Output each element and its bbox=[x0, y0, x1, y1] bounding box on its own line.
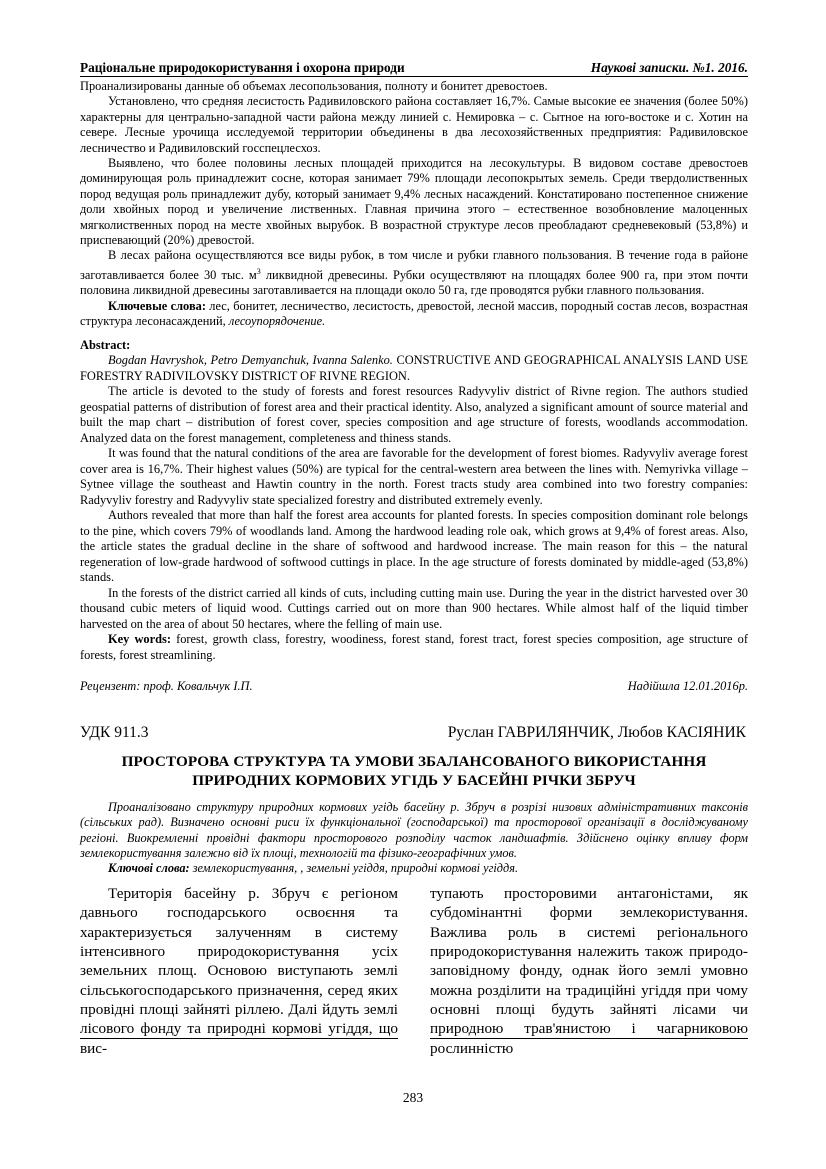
keywords-label: Ключевые слова: bbox=[108, 298, 206, 313]
superscript: 3 bbox=[256, 266, 261, 276]
keywords-label: Ключові слова: bbox=[108, 860, 190, 875]
title-line: ПРИРОДНИХ КОРМОВИХ УГІДЬ У БАСЕЙНІ РІЧКИ ЗБРУЧ bbox=[192, 772, 636, 790]
paragraph: Authors revealed that more than half the forest area accounts for planted forests. In species composition dominant role belongs to the pine, which covers 79% of woodlands land. Among the hardwood leading role oak, which grows at 9,4% of forest areas. Also, the article states the gradual decline in the share of softwood and hardwood increase. The main reason for this – the natural regeneration of low-grade hardwood of softwood cuttings in place. In the age structure of forests dominated by middle-aged (53,8%) stands. bbox=[80, 508, 748, 585]
keywords bbox=[80, 861, 748, 876]
keywords-text: лес, бонитет, лесничество, лесистость, древостой, лесной массив, породный состав лесов, возрастная структура лесонасаждений, bbox=[80, 298, 748, 329]
udk-code: УДК 911.3 bbox=[80, 724, 149, 742]
page-number: 283 bbox=[402, 1090, 424, 1105]
paragraph: The article is devoted to the study of forests and forest resources Radyvyliv district of Rivne region. The authors studied geospatial patterns of distribution of forest area and their practical identity. Also, analyzed a significant amount of source material and built the map chart – distribution of forest cover, species composition and age structure of forests, woodlands accommodation. Analyzed data on the forest management, completeness and thiness stands. bbox=[80, 384, 748, 445]
article-authors: Руслан ГАВРИЛЯНЧИК, Любов КАСІЯНИК bbox=[447, 724, 746, 742]
page bbox=[80, 60, 748, 1057]
article-title bbox=[80, 752, 748, 790]
paragraph: It was found that the natural conditions of the area are favorable for the development of forest biomes. Radyvyliv average forest cover area is 16,7%. Their highest values (50%) are typical for the central-western area between the lines with. Nemyrivka village – Sytnee village the southeast and Hawtin country in the north. Forest tracts study area combined into two forestry companies: Radyvyliv forestry and Radyvyliv state specialized forestry and distributed extremely evenly. bbox=[80, 446, 748, 507]
text: ликвидной древесины. Рубки осуществляют на площадях более 900 га, при этом почти половина ликвидной древесины заготавливается на площади около 50 га, где проводятся рубки главного пользования. bbox=[80, 268, 748, 298]
keywords-label: Key words: bbox=[108, 632, 171, 647]
paragraph: тупають просторовими антагоністами, як субдомінантні форми землекористування. Важлива роль в системі регіонального природокористування належить також природо-заповідному фонду, однак його землі умовно можна розділити на традиційні угіддя при чому основні площі будуть зайняті лісами чи природною трав'янистою і чагарниковою рослинністю bbox=[430, 885, 748, 1057]
keywords bbox=[80, 299, 748, 330]
received-date: Надійшла 12.01.2016р. bbox=[627, 679, 748, 694]
running-header bbox=[80, 60, 748, 77]
keywords-text: землекористування, , земельні угіддя, природні кормові угіддя. bbox=[189, 860, 519, 875]
summary-text: Проаналізовано структуру природних кормових угідь басейну р. Збруч в розрізі низових адміністративних таксонів (сільських рад). Визначено основні риси їх функціональної (господарської) та просторової організації в досліджуваному регіоні. Виокремленні провідні фактори просторового розподілу часток ландшафтів. Здійснено оцінку впливу форм землекористування залежно від їх площі, технологій та фізико-географічних умов. bbox=[80, 800, 748, 860]
text: В лесах района осуществляются все виды рубок, в том числе и рубки главного пользования. В течение года в районе заготавливается более 30 тыс. м bbox=[80, 248, 748, 282]
title-line: ПРОСТОРОВА СТРУКТУРА ТА УМОВИ ЗБАЛАНСОВАНОГО ВИКОРИСТАННЯ bbox=[121, 753, 707, 771]
paragraph: Выявлено, что более половины лесных площадей приходится на лесокультуры. В видовом составе древостоев доминирующая роль принадлежит сосне, которая занимает 79% площади лесопокрытых земель. Среди твердолиственных пород ведущая роль принадлежит дубу, который занимает 9,4% лесных насаждений. Констатировано постепенное снижение доли хвойных пород и увеличение лиственных. Главная причина этого – естественное возобновление малоценных мягколиственных пород на месте хвойных вырубок. В возрастной структуре лесов преобладают средневековый (53,8%) и приспевающий (20%) древостой. bbox=[80, 156, 748, 248]
left-column bbox=[80, 884, 398, 1057]
reviewer: Рецензент: проф. Ковальчук І.П. bbox=[80, 679, 253, 694]
paragraph: Проанализированы данные об объемах лесопользования, полноту и бонитет древостоев. bbox=[80, 79, 548, 93]
header-issue: Наукові записки. №1. 2016. bbox=[590, 60, 748, 75]
right-column bbox=[430, 884, 748, 1057]
body-columns bbox=[80, 884, 748, 1057]
keywords bbox=[80, 632, 748, 663]
english-abstract bbox=[80, 338, 748, 664]
abstract-authors: Bogdan Havryshok, Petro Demyanchuk, Ivanna Salenko. bbox=[108, 353, 393, 368]
keywords-italic: лесоупорядочение. bbox=[228, 314, 326, 329]
paragraph bbox=[80, 248, 748, 298]
paragraph: In the forests of the district carried all kinds of cuts, including cutting main use. During the year in the district harvested over 30 thousand cubic meters of liquid wood. Cuttings carried out on more than 900 hectares. While almost half of the liquid timber harvested on the area of about 50 hectares, where the felling of main use. bbox=[80, 585, 748, 631]
header-journal-section: Раціональне природокористування і охорона природи bbox=[80, 60, 405, 75]
paragraph: Територія басейну р. Збруч є регіоном давнього господарського освоєння та характеризується залученням в систему інтенсивного природокористування усіх земельних площ. Основою виступають землі сільськогосподарського призначення, серед яких провідні площі зайняті ріллею. Далі йдуть землі лісового фонду та природні кормові угіддя, що вис- bbox=[80, 885, 398, 1057]
review-info bbox=[80, 679, 748, 694]
abstract-label: Abstract: bbox=[80, 337, 131, 352]
abstract-citation bbox=[80, 353, 748, 384]
keywords-text: forest, growth class, forestry, woodiness, forest stand, forest tract, forest species composition, age structure of forests, forest streamlining. bbox=[80, 632, 748, 662]
abstract-title: CONSTRUCTIVE AND GEOGRAPHICAL ANALYSIS LAND USE FORESTRY RADIVILOVSKY DISTRICT OF RIVNE REGION. bbox=[80, 353, 748, 383]
paragraph: Установлено, что средняя лесистость Радивиловского района составляет 16,7%. Самые высокие ее значения (более 50%) характерны для центрально-западной части района между линией с. Немировка – с. Сытное на юго-востоке и с. Хотин на севере. Лесные урочища исследуемой территории объединены в два лесохозяйственных предприятия: Радивиловское лесничество и Радивиловский госспецлесхоз. bbox=[80, 94, 748, 155]
article-header bbox=[80, 724, 748, 742]
russian-abstract bbox=[80, 79, 748, 330]
article-summary bbox=[80, 800, 748, 876]
